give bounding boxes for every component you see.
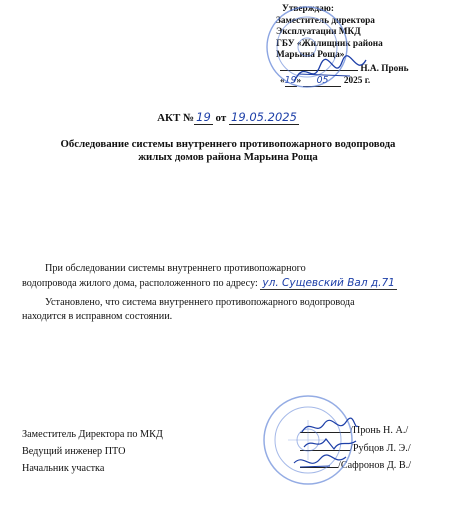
approval-organization-2: Марьина Роща»	[276, 50, 345, 61]
approval-date-row	[276, 76, 452, 88]
approval-date-day: 19	[284, 74, 297, 86]
approval-signature-line	[280, 62, 358, 71]
role-deputy-director: Заместитель Директора по МКД	[22, 429, 163, 440]
conclusion-line-1: Установлено, что система внутреннего противопожарного водопровода	[45, 297, 355, 308]
inspection-line-2: водопровода жилого дома, расположенного по адресу: ул. Сущевский Вал д.71	[22, 277, 395, 289]
act-subject	[0, 138, 456, 164]
approval-organization-1: ГБУ «Жилищник района	[276, 38, 383, 49]
signature-row-2	[300, 440, 411, 458]
role-lead-engineer: Ведущий инженер ПТО	[22, 446, 126, 457]
act-prefix: АКТ №	[157, 112, 195, 124]
signature-line	[300, 441, 350, 451]
act-from: от	[215, 112, 227, 124]
act-date: 19.05.2025	[231, 110, 297, 124]
approval-block	[276, 4, 452, 87]
name-rubtsov: /Рубцов Л. Э./	[350, 442, 411, 454]
signatory-names	[300, 422, 411, 475]
signature-line	[300, 458, 338, 468]
inspection-line-1: При обследовании системы внутреннего противопожарного	[45, 263, 306, 274]
act-title	[0, 110, 456, 124]
approval-date-close: »	[296, 75, 302, 86]
approval-date-year: 2025 г.	[343, 75, 371, 86]
approval-position-1: Заместитель директора	[276, 15, 375, 26]
approval-position-2: Эксплуатации МКД	[276, 27, 361, 38]
approval-heading: Утверждаю:	[282, 4, 334, 14]
conclusion-line-2: находится в исправном состоянии.	[22, 311, 173, 322]
signature-row-3	[300, 457, 411, 475]
signature-row-1	[300, 422, 411, 440]
name-pron: /Пронь Н. А./	[350, 425, 409, 436]
approval-date-month: 05	[303, 76, 341, 87]
inspection-paragraph	[22, 262, 442, 291]
signatory-roles	[22, 426, 163, 477]
approval-signer: Н.А. Пронь	[360, 63, 409, 74]
act-subject-line-2: жилых домов района Марьина Роща	[138, 151, 318, 163]
approval-signer-row	[276, 62, 452, 76]
act-subject-line-1: Обследование системы внутреннего противопожарного водопровода	[60, 138, 396, 150]
act-number: 19	[196, 110, 211, 124]
signature-line	[300, 423, 350, 433]
role-site-chief: Начальник участка	[22, 463, 105, 474]
address-handwritten: ул. Сущевский Вал д.71	[262, 277, 395, 289]
name-safronov: /Сафронов Д. В./	[338, 460, 412, 471]
approval-date-open: «	[280, 75, 285, 86]
conclusion-paragraph	[22, 296, 442, 324]
